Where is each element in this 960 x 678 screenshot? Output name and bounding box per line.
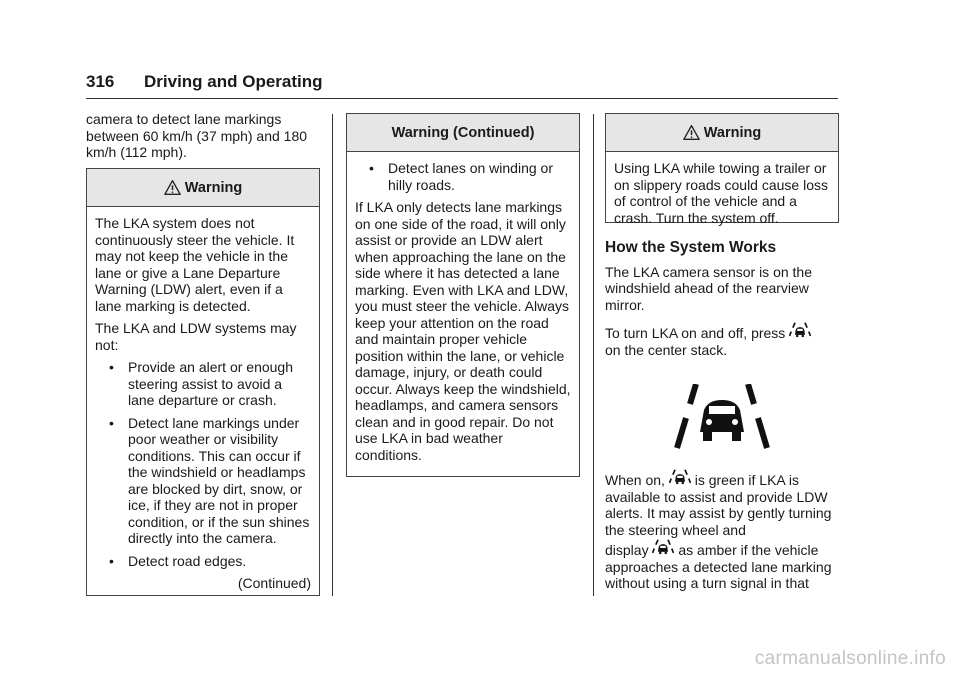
page-header	[86, 70, 838, 99]
page-number: 316	[86, 72, 115, 91]
lane-keep-assist-icon	[652, 538, 674, 558]
warning-header	[87, 169, 319, 207]
warning-header	[606, 114, 838, 152]
section-title: Driving and Operating	[144, 72, 323, 91]
watermark: carmanualsonline.info	[754, 648, 946, 669]
bullet-item: • Detect road edges.	[109, 552, 247, 569]
warning-triangle-icon	[164, 179, 181, 196]
warning-title: Warning	[703, 124, 762, 141]
section-heading: How the System Works	[605, 239, 777, 256]
lane-keep-assist-icon	[789, 321, 811, 341]
lane-keep-assist-icon	[668, 384, 776, 450]
continued-label: (Continued)	[237, 575, 311, 591]
warning-body	[87, 207, 319, 598]
bullet-item: • Provide an alert or enough steering assist to avoid a lane departure or crash.	[109, 359, 293, 408]
column-divider-1	[332, 114, 333, 596]
body-paragraph: display as amber if the vehicle approaches a detected lane marking without using a turn signal in that	[605, 538, 839, 592]
warning-box-1	[86, 168, 320, 596]
body-paragraph: When on, is green if LKA is available to assist and provide LDW alerts. It may assist by gently turning the steering wheel and	[605, 468, 839, 538]
column-divider-2	[593, 114, 594, 596]
warning-body	[347, 152, 579, 475]
body-paragraph: To turn LKA on and off, press on the center stack.	[605, 321, 839, 358]
warning-body	[606, 152, 838, 238]
warning-title: Warning (Continued)	[391, 124, 535, 141]
warning-header	[347, 114, 579, 152]
column-3	[605, 240, 839, 358]
bullet-item: • Detect lanes on winding or hilly roads.	[369, 160, 553, 193]
warning-box-continued	[346, 113, 580, 477]
lane-keep-assist-icon	[669, 468, 691, 488]
warning-paragraph: Using LKA while towing a trailer or on slippery roads could cause loss of control of the vehicle and a crash. Turn the system off.	[614, 160, 829, 226]
warning-paragraph: The LKA and LDW systems may not:	[95, 320, 297, 353]
warning-paragraph: If LKA only detects lane markings on one side of the road, it will only assist or provide an LDW alert when approaching the lane on the side where it has detected a lane marking. Even with LKA and LDW, you must steer the vehicle. Always keep your attention on the road and maintain proper vehicle position within the lane, or vehicle damage, injury, or death could occur. Always keep the windshield, headlamps, and camera sensors clean and in good repair. Do not use LKA in bad weather conditions.	[355, 199, 571, 463]
column-1	[86, 111, 318, 161]
warning-title: Warning	[184, 179, 243, 196]
column-3-lower	[605, 468, 839, 592]
body-paragraph: The LKA camera sensor is on the windshield ahead of the rearview mirror.	[605, 263, 812, 313]
bullet-item: • Detect lane markings under poor weather or visibility conditions. This can occur if the windshield or headlamps are blocked by dirt, snow, or ice, if they are not in proper condition, or if the sun shines directly into the camera.	[109, 414, 310, 546]
warning-paragraph: The LKA system does not continuously steer the vehicle. It may not keep the vehicle in the lane or give a Lane Departure Warning (LDW) alert, even if a lane marking is detected.	[95, 215, 295, 314]
warning-box-3	[605, 113, 839, 226]
warning-triangle-icon	[683, 124, 700, 141]
intro-text: camera to detect lane markings between 60 km/h (37 mph) and 180 km/h (112 mph).	[86, 111, 308, 160]
